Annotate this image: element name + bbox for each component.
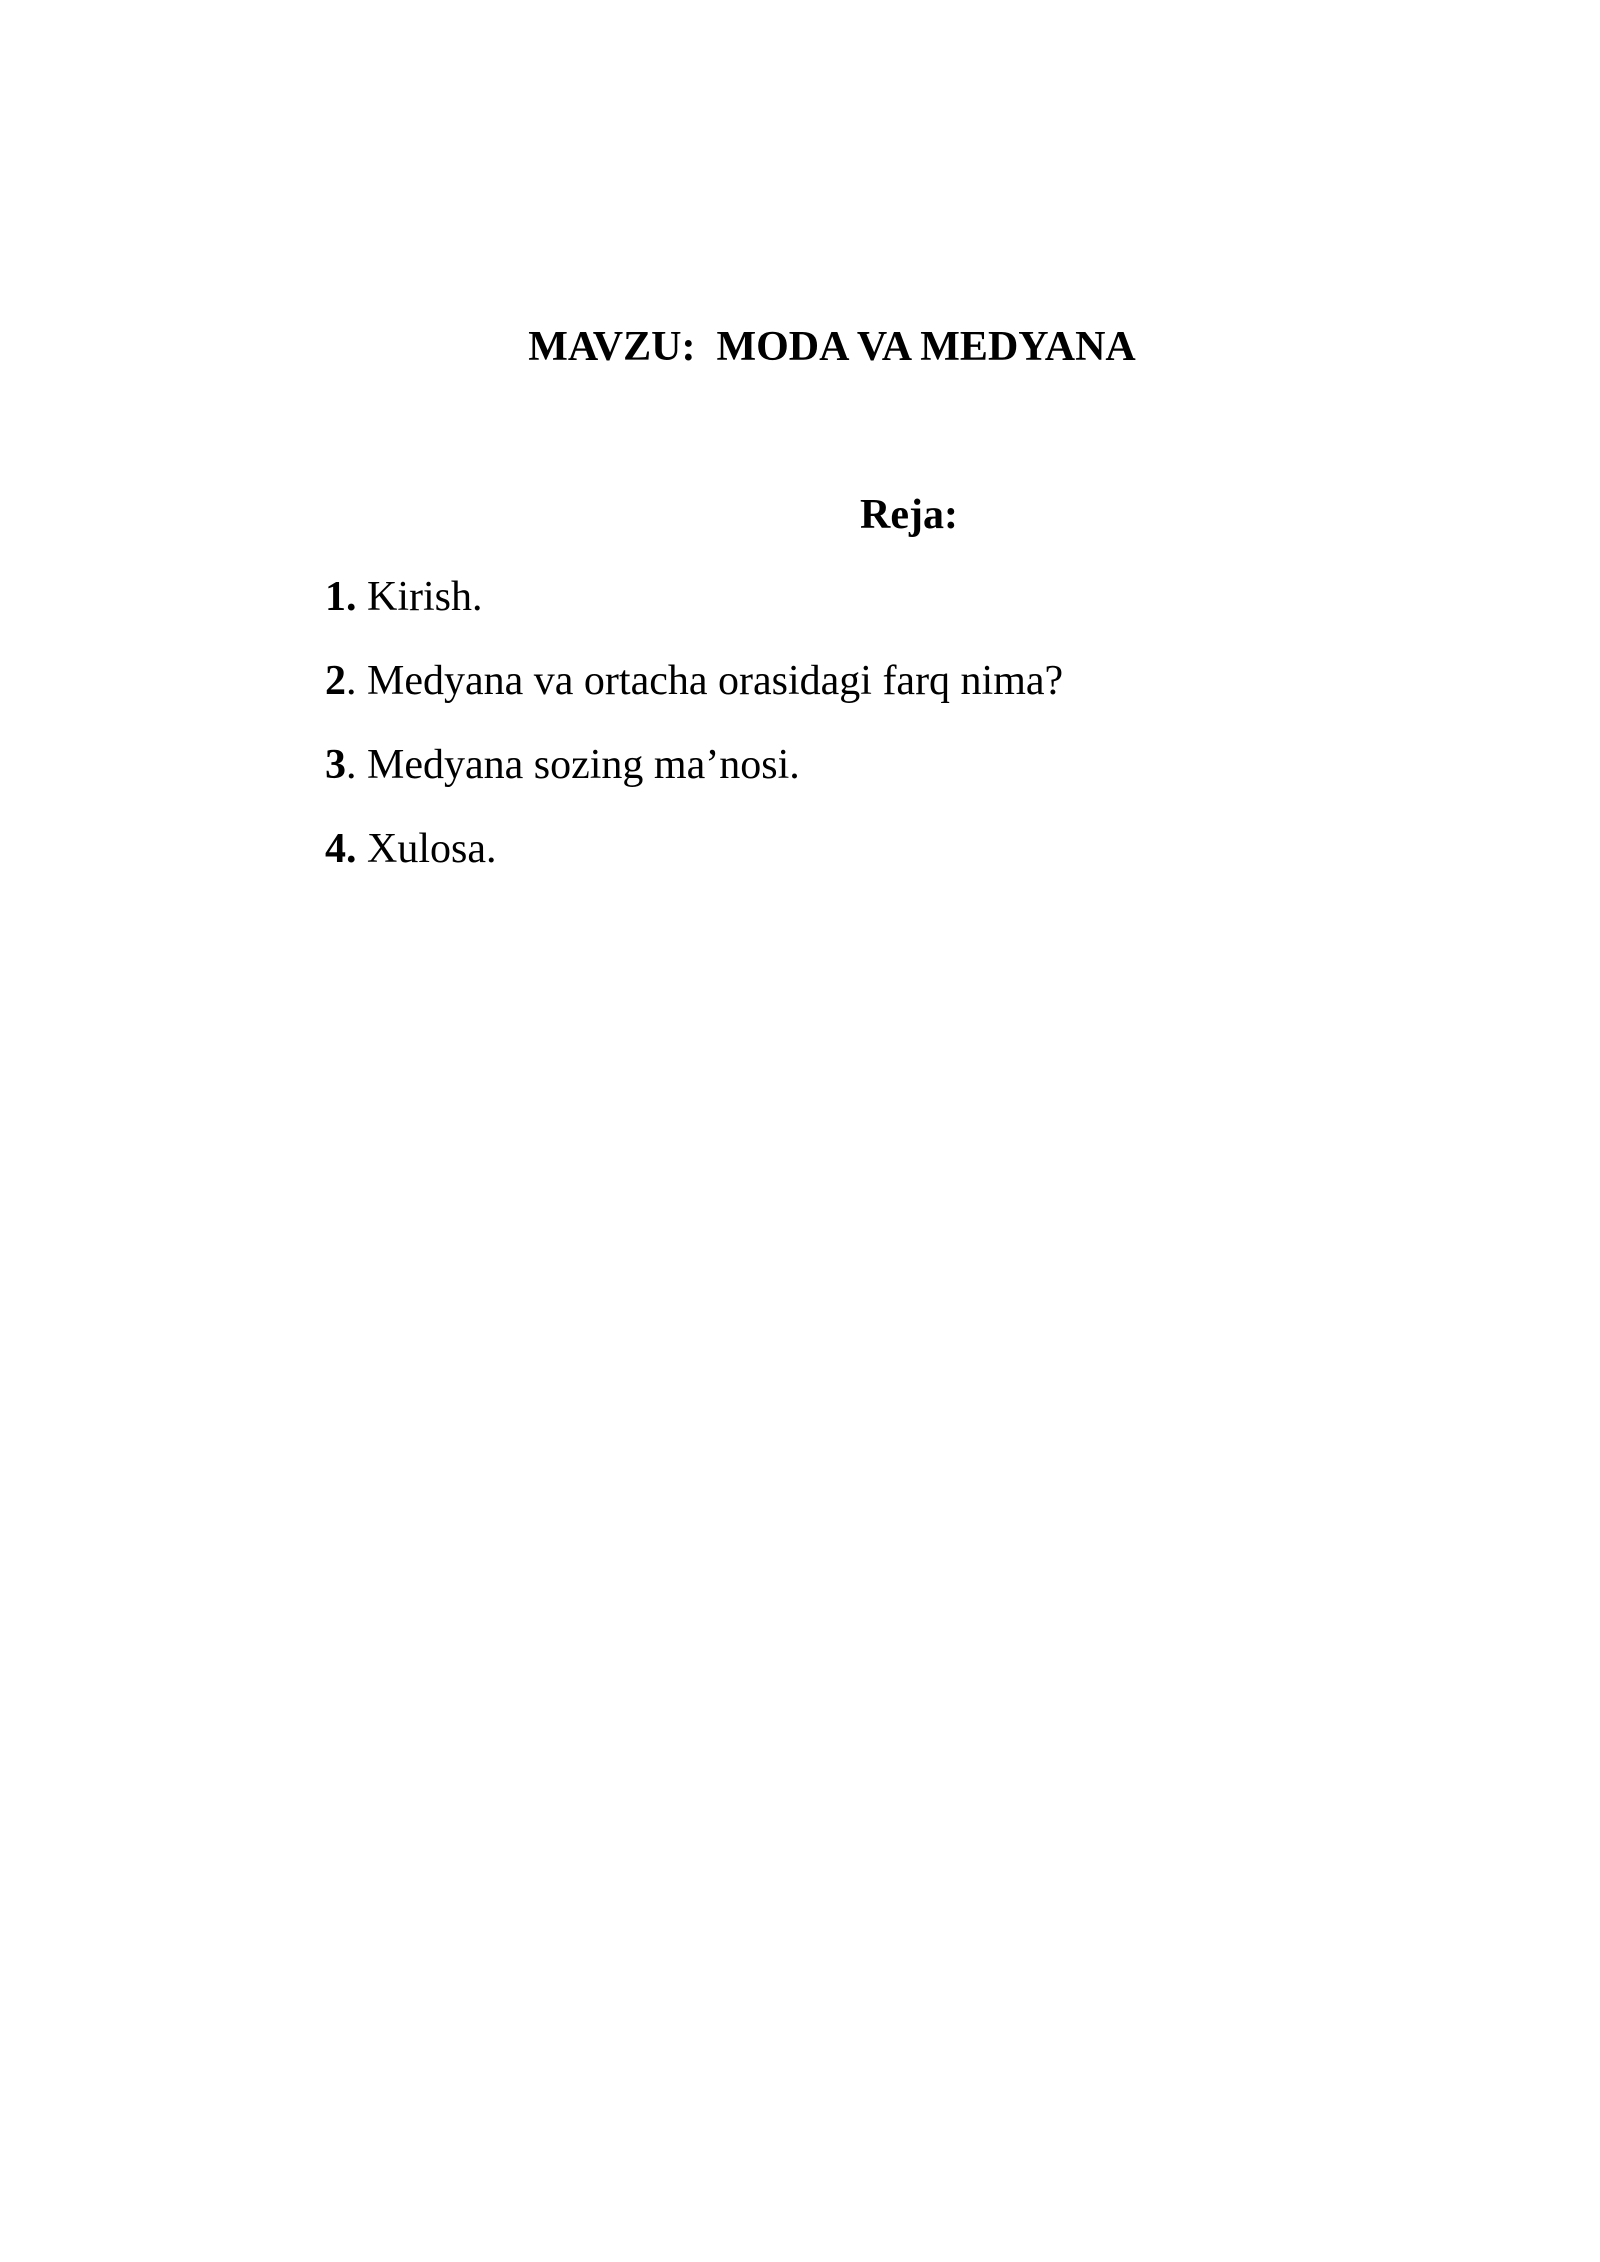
plan-item-3 — [325, 740, 1063, 790]
plan-item-2 — [325, 656, 1063, 706]
plan-item-number: 1. — [325, 574, 357, 620]
plan-item-text: Medyana va ortacha orasidagi farq nima? — [356, 658, 1064, 704]
plan-item-number: 2 — [325, 658, 346, 704]
plan-list — [325, 572, 1063, 908]
plan-item-number: 4. — [325, 826, 357, 872]
plan-item-4 — [325, 824, 1063, 874]
plan-item-text: Xulosa. — [356, 826, 497, 872]
plan-item-text: Kirish. — [356, 574, 483, 620]
page-title: MAVZU: MODA VA MEDYANA — [528, 324, 1136, 370]
plan-heading: Reja: — [860, 492, 958, 538]
plan-item-separator: . — [346, 658, 357, 704]
plan-item-1 — [325, 572, 1063, 622]
plan-item-text: Medyana sozing ma’nosi. — [356, 742, 800, 788]
plan-item-separator: . — [346, 742, 357, 788]
plan-item-number: 3 — [325, 742, 346, 788]
